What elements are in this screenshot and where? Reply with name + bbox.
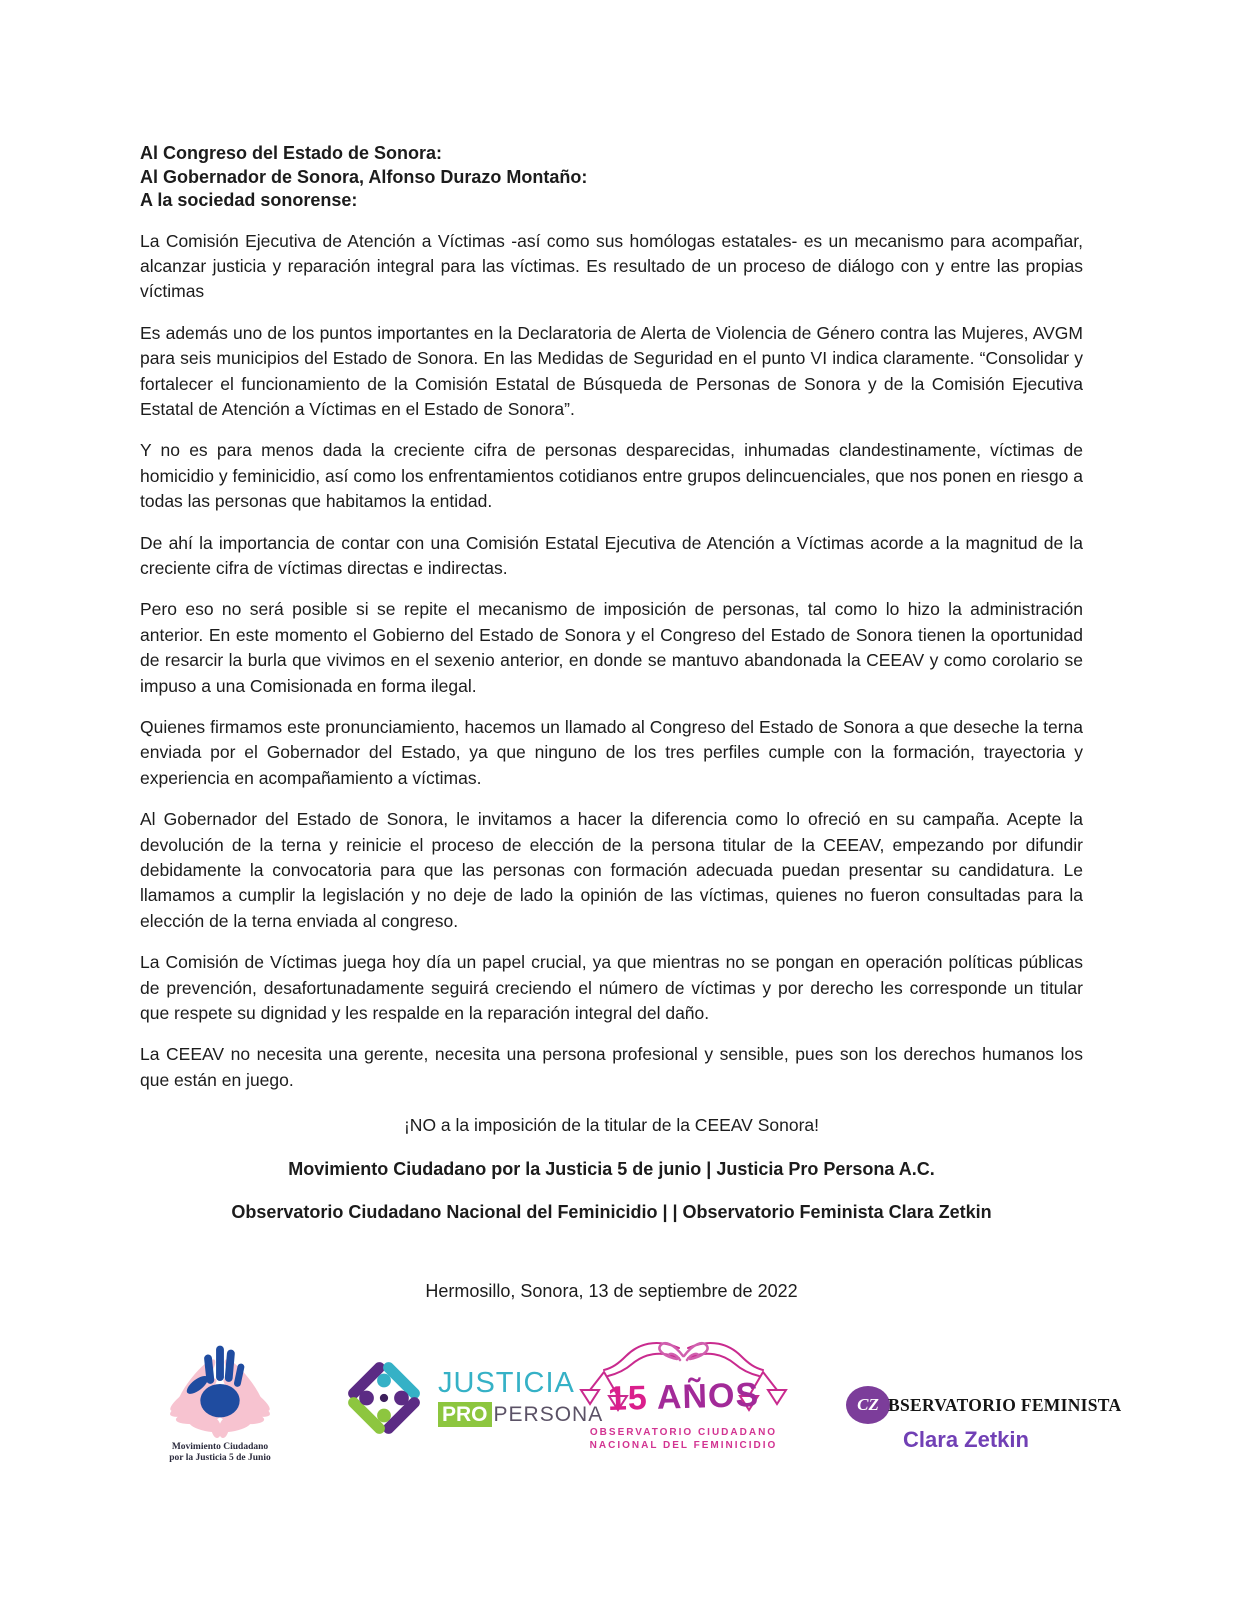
- observatorio-feminista-wordmark: BSERVATORIO FEMINISTA: [888, 1394, 1122, 1415]
- paragraph: La CEEAV no necesita una gerente, necesita una persona profesional y sensible, pues son los derechos humanos los que están en juego.: [140, 1044, 1083, 1090]
- ocnf-caption-line1: OBSERVATORIO CIUDADANO: [589, 1427, 778, 1438]
- movimiento-caption-line2: por la Justicia 5 de Junio: [169, 1453, 271, 1463]
- justicia-wordmark: JUSTICIA: [438, 1367, 575, 1399]
- letter-body: [140, 142, 1083, 1302]
- signatories-line-1: Movimiento Ciudadano por la Justicia 5 de junio | Justicia Pro Persona A.C.: [288, 1158, 935, 1179]
- ocnf-title-word: AÑOS: [656, 1376, 760, 1417]
- ocnf-title: [576, 1375, 792, 1420]
- ocnf-title-number: 15: [607, 1378, 658, 1418]
- recipient-line: A la sociedad sonorense:: [140, 190, 358, 210]
- recipient-line: Al Congreso del Estado de Sonora:: [140, 143, 443, 163]
- pinwheel-icon: [338, 1352, 430, 1444]
- movimiento-caption-line1: Movimiento Ciudadano: [171, 1442, 269, 1452]
- justicia-pro-persona-logo: [338, 1352, 603, 1444]
- observatorio-feminista-logo: [846, 1386, 1122, 1453]
- ocnf-caption-line2: NACIONAL DEL FEMINICIDIO: [589, 1440, 778, 1451]
- paragraph: Y no es para menos dada la creciente cifra de personas desparecidas, inhumadas clandestinamente, víctimas de homicidio y feminicidio, así como los enfrentamientos cotidianos entre grupos delincuenciales, que nos ponen en riesgo a todas las personas que habitamos la entidad.: [140, 440, 1083, 512]
- recipient-line: Al Gobernador de Sonora, Alfonso Durazo Montaño:: [140, 166, 588, 187]
- paragraph: Pero eso no será posible si se repite el mecanismo de imposición de personas, tal como lo hizo la administración anterior. En este momento el Gobierno del Estado de Sonora y el Congreso del Estado de Sonora tienen la oportunidad de resarcir la burla que vivimos en el sexenio anterior, en donde se mantuvo abandonada la CEEAV y como corolario se impuso a una Comisionada en forma ilegal.: [140, 599, 1083, 696]
- slogan-line: ¡NO a la imposición de la titular de la CEEAV Sonora!: [403, 1115, 819, 1136]
- paragraph: Al Gobernador del Estado de Sonora, le invitamos a hacer la diferencia como lo ofreció en su campaña. Acepte la devolución de la terna y reinicie el proceso de elección de la persona titular de la CEEAV, empezando por difundir debidamente la convocatoria para que las personas con formación adecuada puedan presentar su candidatura. Le llamamos a cumplir la legislación y no deje de lado la opinión de las víctimas, quienes no fueron consultadas para la elección de la terna enviada al congreso.: [140, 809, 1083, 931]
- persona-wordmark: PERSONA: [493, 1403, 604, 1426]
- cz-badge-icon: CZ: [846, 1386, 890, 1424]
- paragraph: La Comisión de Víctimas juega hoy día un papel crucial, ya que mientras no se pongan en operación políticas públicas de prevención, desafortunadamente seguirá creciendo el número de víctimas y por derecho les corresponde un titular que respete su dignidad y les respalde en la reparación integral del daño.: [140, 952, 1083, 1024]
- movimiento-ciudadano-logo: [150, 1322, 290, 1464]
- paragraph: De ahí la importancia de contar con una Comisión Estatal Ejecutiva de Atención a Víctimas acorde a la magnitud de la creciente cifra de víctimas directas e indirectas.: [140, 532, 1083, 578]
- pro-wordmark: PRO: [438, 1402, 492, 1427]
- ocnf-15-anos-logo: [576, 1330, 791, 1452]
- signatories-line-2: Observatorio Ciudadano Nacional del Feminicidio | | Observatorio Feminista Clara Zetkin: [231, 1201, 992, 1222]
- recipients-block: [140, 142, 1083, 213]
- paragraph: La Comisión Ejecutiva de Atención a Víctimas -así como sus homólogas estatales- es un mecanismo para acompañar, alcanzar justicia y reparación integral para las víctimas. Es resultado de un proceso de diálogo con y entre las propias víctimas: [140, 230, 1083, 302]
- clara-zetkin-wordmark: Clara Zetkin: [903, 1427, 1029, 1452]
- paragraph: Es además uno de los puntos importantes en la Declaratoria de Alerta de Violencia de Género contra las Mujeres, AVGM para seis municipios del Estado de Sonora. En las Medidas de Seguridad en el punto VI indica claramente. “Consolidar y fortalecer el funcionamiento de la Comisión Estatal de Búsqueda de Personas de Sonora y de la Comisión Ejecutiva Estatal de Atención a Víctimas en el Estado de Sonora”.: [140, 322, 1083, 419]
- paragraph: Quienes firmamos este pronunciamiento, hacemos un llamado al Congreso del Estado de Sonora a que deseche la terna enviada por el Gobernador del Estado, ya que ninguno de los tres perfiles cumple con la formación, trayectoria y experiencia en acompañamiento a víctimas.: [140, 717, 1083, 788]
- hand-wings-icon: [161, 1322, 279, 1440]
- date-line: Hermosillo, Sonora, 13 de septiembre de 2022: [425, 1280, 798, 1301]
